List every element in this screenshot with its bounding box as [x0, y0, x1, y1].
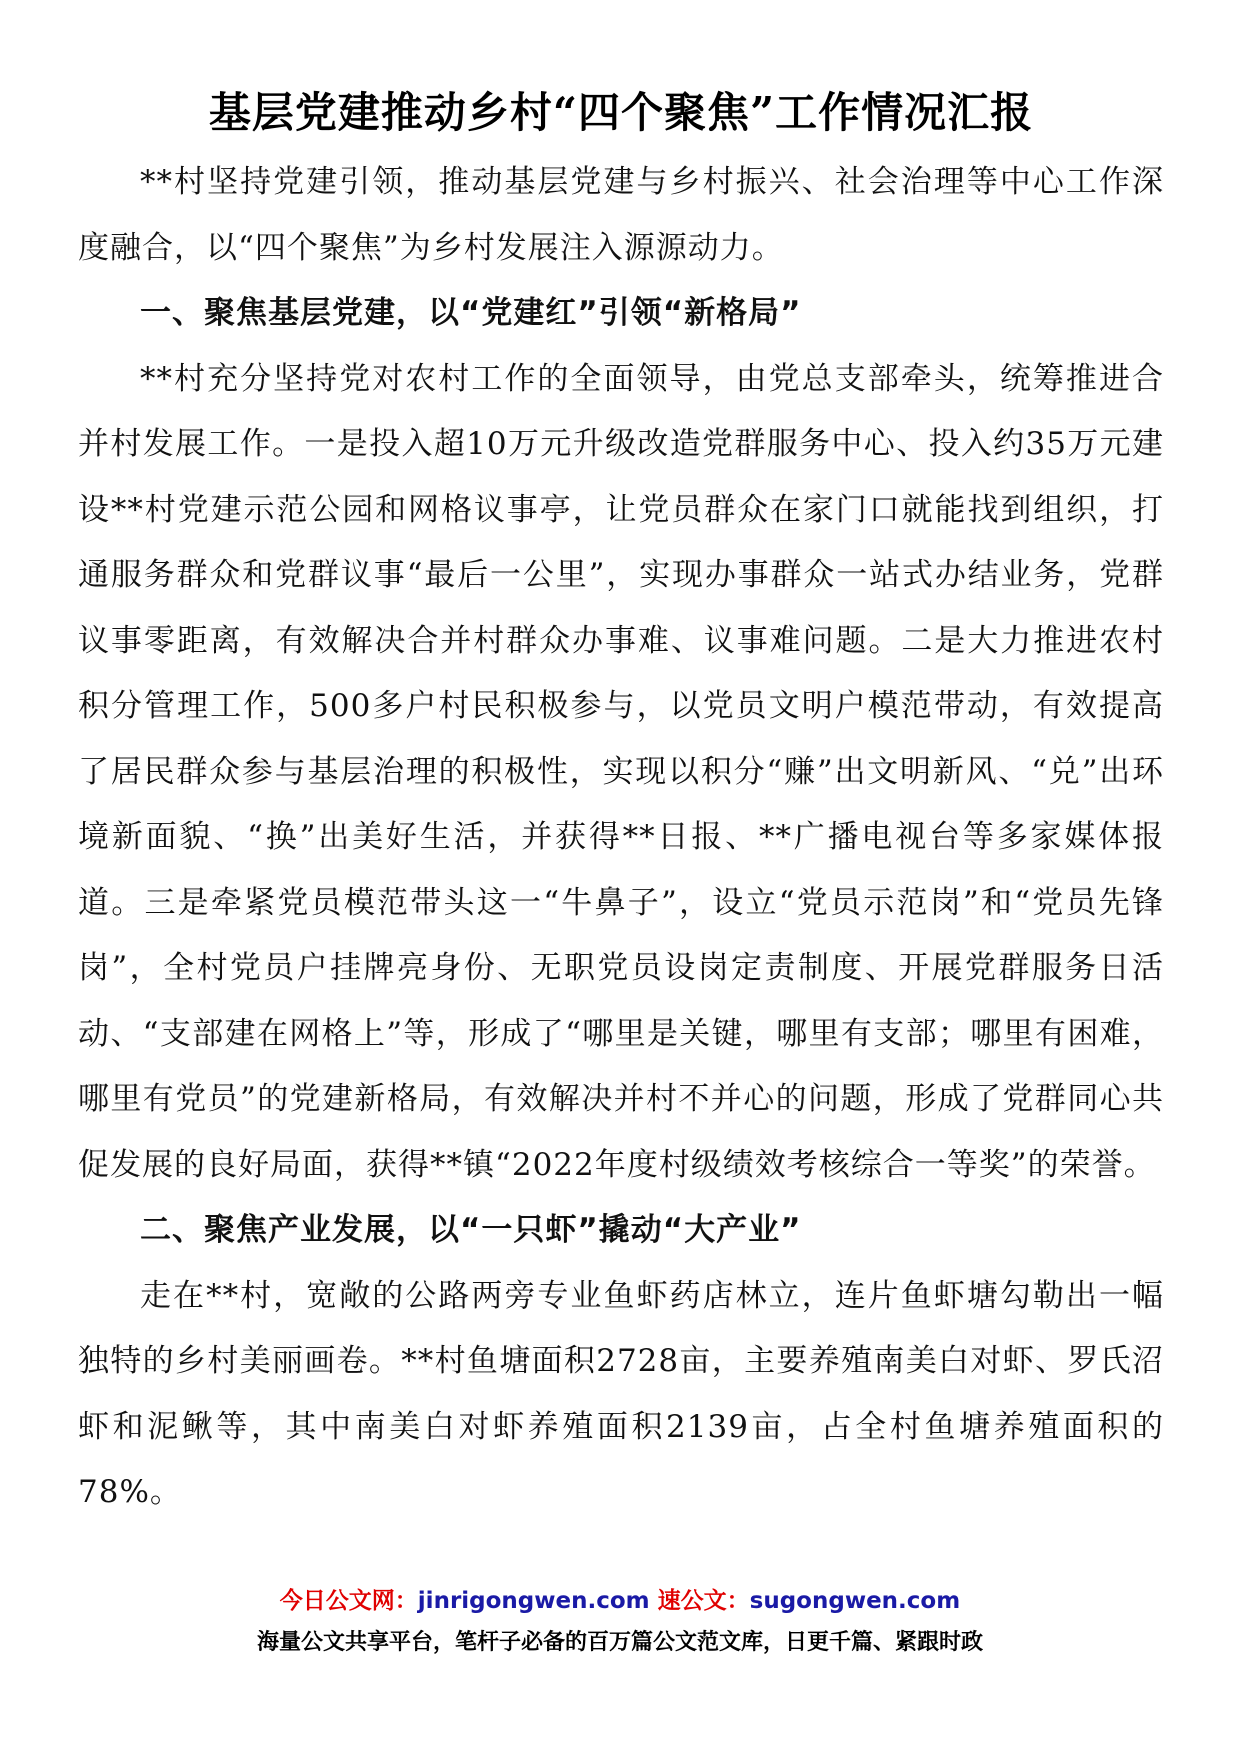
footer-label-sugongwen: 速公文： [657, 1588, 750, 1614]
section-heading-2: 二、聚焦产业发展，以“一只虾”撬动“大产业” [140, 1212, 802, 1248]
section-body-2: 走在**村，宽敞的公路两旁专业鱼虾药店林立，连片鱼虾塘勾勒出一幅独特的乡村美丽画卷。**村鱼塘面积2728亩，主要养殖南美白对虾、罗氏沼虾和泥鳅等，其中南美白对虾养殖面积2139亩，占全村鱼塘养殖面积的78%。 [78, 1277, 1164, 1510]
footer-links [0, 1586, 1240, 1616]
footer-link-jinrigongwen[interactable]: jinrigongwen.com [417, 1588, 650, 1614]
footer-slogan: 海量公文共享平台，笔杆子必备的百万篇公文范文库，日更千篇、紧跟时政 [256, 1630, 983, 1655]
page-title: 基层党建推动乡村“四个聚焦”工作情况汇报 [208, 88, 1034, 137]
intro-paragraph: **村坚持党建引领，推动基层党建与乡村振兴、社会治理等中心工作深度融合，以“四个聚焦”为乡村发展注入源源动力。 [78, 164, 1164, 266]
section-heading-1: 一、聚焦基层党建，以“党建红”引领“新格局” [140, 295, 802, 331]
footer-label-jinrigongwen: 今日公文网： [279, 1588, 418, 1614]
document-page [78, 76, 1164, 1526]
footer-link-sugongwen[interactable]: sugongwen.com [749, 1588, 961, 1614]
section-body-1: **村充分坚持党对农村工作的全面领导，由党总支部牵头，统筹推进合并村发展工作。一是投入超10万元升级改造党群服务中心、投入约35万元建设**村党建示范公园和网格议事亭，让党员群众在家门口就能找到组织，打通服务群众和党群议事“最后一公里”，实现办事群众一站式办结业务，党群议事零距离，有效解决合并村群众办事难、议事难问题。二是大力推进农村积分管理工作，500多户村民积极参与，以党员文明户模范带动，有效提高了居民群众参与基层治理的积极性，实现以积分“赚”出文明新风、“兑”出环境新面貌、“换”出美好生活，并获得**日报、**广播电视台等多家媒体报道。三是牵紧党员模范带头这一“牛鼻子”，设立“党员示范岗”和“党员先锋岗”，全村党员户挂牌亮身份、无职党员设岗定责制度、开展党群服务日活动、“支部建在网格上”等，形成了“哪里是关键，哪里有支部；哪里有困难，哪里有党员”的党建新格局，有效解决并村不并心的问题，形成了党群同心共促发展的良好局面，获得**镇“2022年度村级绩效考核综合一等奖”的荣誉。 [78, 360, 1164, 1183]
